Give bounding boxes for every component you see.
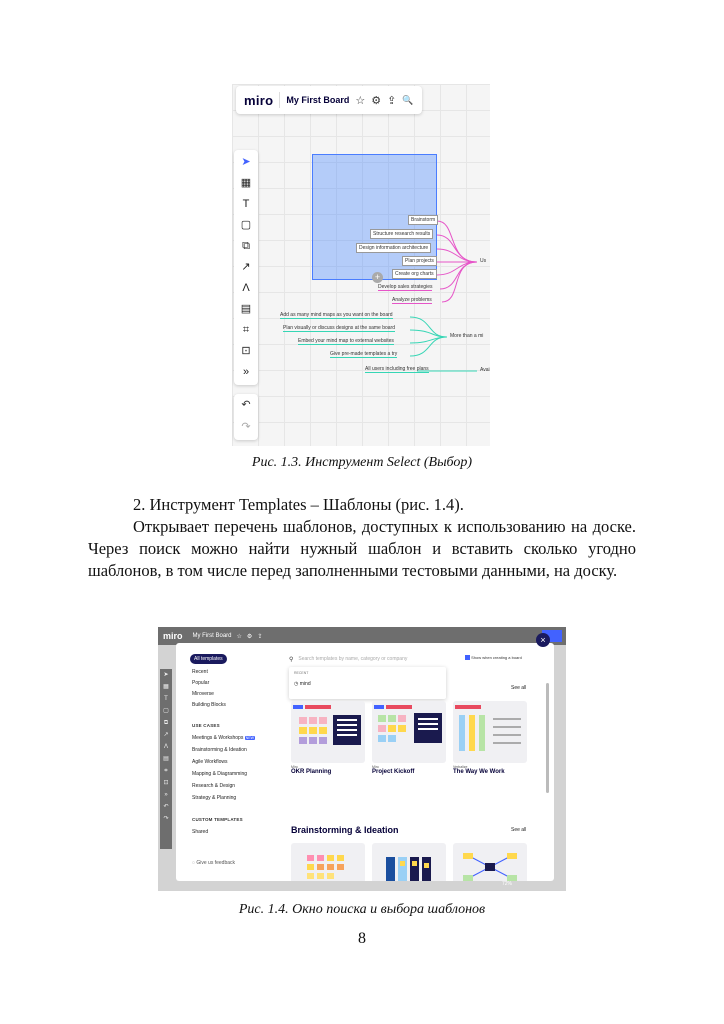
recent-dropdown <box>289 667 446 699</box>
recent-item-label: mind <box>299 681 311 687</box>
sidebar-item-meetings[interactable] <box>192 735 255 741</box>
redo-icon[interactable]: ↷ <box>241 421 251 433</box>
upload-icon[interactable]: ⇪ <box>257 633 263 640</box>
sidebar-item-miroverse[interactable]: Miroverse <box>192 691 214 697</box>
recent-heading: RECENT <box>294 671 309 675</box>
miro-logo: miro <box>244 92 274 108</box>
frame-icon[interactable]: ⌗ <box>242 324 250 336</box>
feedback-icon: ◌ <box>192 860 197 866</box>
clock-icon: ◷ <box>294 681 300 687</box>
card-meta <box>291 765 331 775</box>
text-tool-icon[interactable]: T <box>242 198 250 210</box>
shapes-icon[interactable]: ⧉ <box>242 240 250 252</box>
figure-caption-1: Рис. 1.3. Инструмент Select (Выбор) <box>251 455 473 470</box>
templates-modal <box>176 643 554 881</box>
shapes-icon[interactable]: ⧉ <box>163 720 169 726</box>
plus-icon[interactable]: + <box>372 272 383 283</box>
frame-icon[interactable]: ⌗ <box>164 768 168 774</box>
sidebar-item-label: Meetings & Workshops <box>192 735 244 741</box>
card-meta <box>453 765 505 775</box>
mindmap-hub[interactable]: More than a mi <box>450 333 484 339</box>
okr-thumbnail <box>291 701 365 763</box>
pen-icon[interactable]: Λ <box>242 282 250 294</box>
sticky-note-icon[interactable]: ▢ <box>163 708 169 714</box>
page-number: 8 <box>358 930 366 947</box>
gear-icon[interactable]: ⚙ <box>371 94 382 107</box>
zoom-level[interactable]: 72% <box>502 881 513 887</box>
sidebar-heading: USE CASES <box>192 723 220 728</box>
mindmap-hub[interactable]: Avai <box>480 367 490 373</box>
card-thumbnail <box>372 843 446 881</box>
kickoff-thumbnail <box>372 701 446 763</box>
sidebar-item-strategy[interactable]: Strategy & Planning <box>192 795 237 801</box>
card-author: Verbalize <box>453 765 468 769</box>
mindmap-node[interactable]: Add as many mind maps as you want on the board <box>280 312 393 318</box>
comment-icon[interactable]: ▤ <box>240 303 252 315</box>
search-icon[interactable]: 🔍 <box>402 94 414 105</box>
mindmap-node[interactable]: Create org charts <box>392 269 437 279</box>
scrollbar[interactable] <box>546 683 549 793</box>
card-title[interactable]: Project Kickoff <box>372 769 415 775</box>
toolbar <box>160 669 172 849</box>
comment-icon[interactable]: ▤ <box>163 756 169 762</box>
board-title[interactable]: My First Board <box>192 633 232 639</box>
connection-line-icon[interactable]: ↗ <box>163 732 169 738</box>
template-card-kickoff[interactable] <box>372 701 446 763</box>
template-card-way-we-work[interactable] <box>453 701 527 763</box>
section-heading: 2. Инструмент Templates – Шаблоны (рис. 1.4). <box>133 495 464 514</box>
mindmap-hub[interactable]: Us <box>480 258 487 264</box>
mindmap-node[interactable]: Plan visually or discuss designs at the same board <box>283 325 396 331</box>
more-tools-icon[interactable]: » <box>164 792 168 798</box>
mindmap-node[interactable]: Structure research results <box>370 229 433 239</box>
text-tool-icon[interactable]: T <box>164 696 168 702</box>
templates-tool-icon[interactable]: ▦ <box>163 684 169 690</box>
sidebar-item-brainstorming[interactable]: Brainstorming & Ideation <box>192 747 247 753</box>
card-author: Miro <box>291 765 298 769</box>
section-title: Brainstorming & Ideation <box>291 825 399 835</box>
see-all-link[interactable]: See all <box>511 827 527 833</box>
pen-icon[interactable]: Λ <box>163 744 168 750</box>
star-icon[interactable]: ☆ <box>236 633 242 640</box>
mindmap-node[interactable]: Brainstorm <box>408 215 438 225</box>
connection-line-icon[interactable]: ↗ <box>241 261 251 273</box>
sidebar-item-all-templates[interactable]: All templates <box>190 654 227 664</box>
board-title[interactable]: My First Board <box>286 95 350 105</box>
feedback-label: Give us feedback <box>196 860 236 866</box>
upload-tool-icon[interactable]: ⊡ <box>241 345 251 357</box>
card-thumbnail <box>291 843 365 881</box>
way-we-work-thumbnail <box>453 701 527 763</box>
sidebar-item-mapping[interactable]: Mapping & Diagramming <box>192 771 248 777</box>
template-card-okr[interactable] <box>291 701 365 763</box>
figure-caption-2: Рис. 1.4. Окно поиска и выбора шаблонов <box>238 902 486 917</box>
mindmap-node[interactable]: Design information architecture <box>356 243 431 253</box>
sidebar-item-popular[interactable]: Popular <box>192 680 210 686</box>
sidebar-item-recent[interactable]: Recent <box>192 669 208 675</box>
mindmap-node[interactable]: Analyze problems <box>392 297 432 303</box>
sidebar-item-building-blocks[interactable]: Building Blocks <box>192 702 226 708</box>
figure-select-tool <box>232 84 490 446</box>
card-title[interactable]: OKR Planning <box>291 769 332 775</box>
search-input[interactable]: Search templates by name, category or company <box>298 656 408 662</box>
miro-logo: miro <box>163 631 183 641</box>
close-button[interactable]: × <box>536 633 550 647</box>
see-all-link[interactable]: See all <box>511 685 527 691</box>
card-author: Miro <box>372 765 379 769</box>
template-card[interactable] <box>372 843 446 881</box>
mindmap-node[interactable]: Plan projects <box>402 256 437 266</box>
figure-templates-window <box>158 627 566 891</box>
redo-icon[interactable]: ↷ <box>163 816 169 822</box>
sidebar-item-research[interactable]: Research & Design <box>192 783 236 789</box>
checkbox-label: Show when creating a board <box>471 655 522 660</box>
upload-tool-icon[interactable]: ⊡ <box>163 780 169 786</box>
upload-icon[interactable]: ⇪ <box>387 94 397 107</box>
mindmap-node[interactable]: Embed your mind map to external websites <box>298 338 394 344</box>
card-meta <box>372 765 414 775</box>
gear-icon[interactable]: ⚙ <box>246 633 253 640</box>
select-tool-icon[interactable]: ➤ <box>241 156 251 168</box>
sidebar-item-shared[interactable]: Shared <box>192 829 209 835</box>
template-card[interactable] <box>453 843 527 881</box>
undo-icon[interactable]: ↶ <box>241 399 251 411</box>
new-badge: NEW <box>245 736 254 740</box>
select-tool-icon[interactable]: ➤ <box>163 672 169 678</box>
undo-icon[interactable]: ↶ <box>163 804 169 810</box>
body-paragraph: Открывает перечень шаблонов, доступных к использованию на доске. Через поиск можно найти нужный шаблон и вставить сколько угодно шаблонов, в том числе перед заполненными тестовыми данными, на доску. <box>88 517 636 580</box>
card-thumbnail <box>453 843 527 881</box>
card-title[interactable]: The Way We Work <box>453 769 505 775</box>
search-icon: ⚲ <box>289 656 294 663</box>
recent-item[interactable] <box>294 681 311 687</box>
more-tools-icon[interactable]: » <box>242 366 250 378</box>
checkbox-icon[interactable] <box>465 655 470 660</box>
feedback-link[interactable] <box>192 860 235 866</box>
mindmap-node[interactable]: Develop sales strategies <box>378 284 433 290</box>
sidebar-item-agile[interactable]: Agile Workflows <box>192 759 228 765</box>
search-bar[interactable] <box>289 653 444 665</box>
mindmap-node[interactable]: All users including free plans <box>365 366 429 372</box>
templates-tool-icon[interactable]: ▦ <box>240 177 252 189</box>
show-on-create-checkbox[interactable] <box>465 655 522 660</box>
template-card[interactable] <box>291 843 365 881</box>
mindmap-node[interactable]: Give pre-made templates a try <box>330 351 398 357</box>
sticky-note-icon[interactable]: ▢ <box>240 219 252 231</box>
star-icon[interactable]: ☆ <box>355 94 366 107</box>
sidebar-heading: CUSTOM TEMPLATES <box>192 817 243 822</box>
